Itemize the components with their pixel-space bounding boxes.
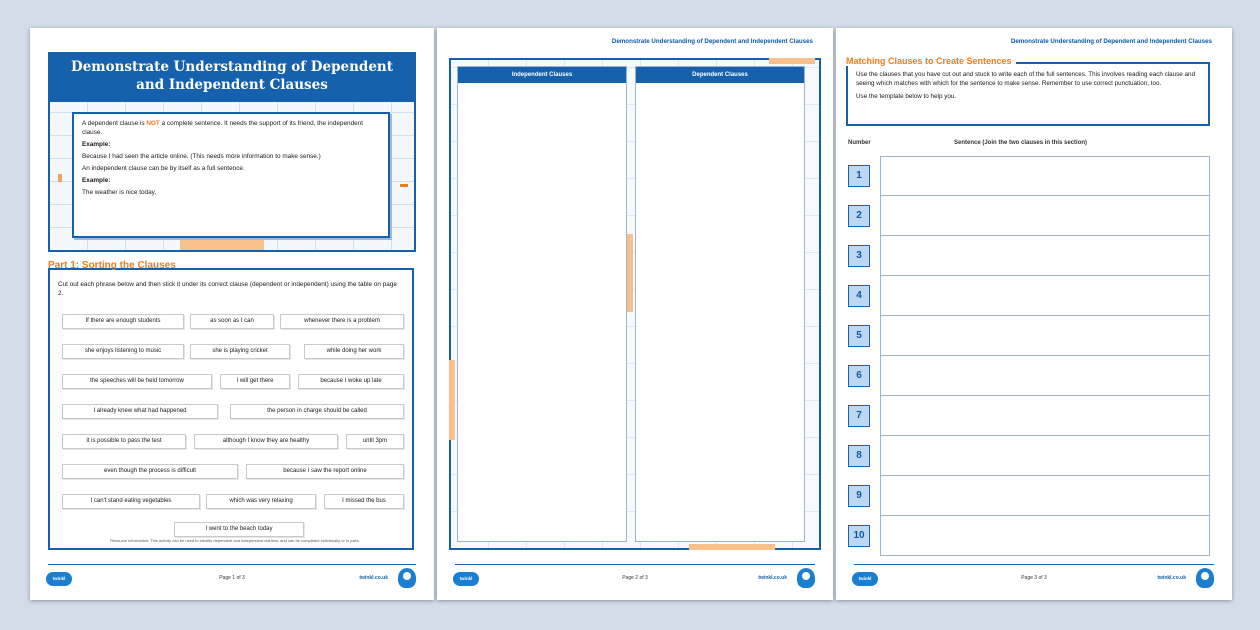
worksheet-page-1	[30, 28, 434, 600]
sentence-cell	[880, 276, 1210, 316]
sentence-cell	[880, 196, 1210, 236]
site-url: twinkl.co.uk	[1157, 575, 1186, 581]
footer-rule	[48, 564, 416, 565]
row-number-badge: 8	[848, 445, 870, 467]
row-number-badge: 3	[848, 245, 870, 267]
page-number: Page 1 of 3	[219, 575, 245, 581]
row-number-badge: 7	[848, 405, 870, 427]
site-url: twinkl.co.uk	[359, 575, 388, 581]
clause-card: the speeches will be held tomorrow	[62, 374, 212, 389]
dependent-header: Dependent Clauses	[636, 67, 804, 83]
sentence-cell	[880, 156, 1210, 196]
independent-definition: An independent clause can be by itself as a full sentence.	[82, 165, 245, 172]
row-number-badge: 4	[848, 285, 870, 307]
row-number-badge: 10	[848, 525, 870, 547]
independent-header: Independent Clauses	[458, 67, 626, 83]
resource-info: Resource information: This activity can be used to identify dependent and independent clauses, and can be completed individually or in pairs.	[110, 538, 360, 543]
clause-card: because I saw the report online	[246, 464, 404, 479]
page-footer	[836, 556, 1232, 600]
number-column-header: Number	[848, 140, 871, 146]
example-label: Example:	[82, 141, 111, 148]
clause-card: even though the process is difficult	[62, 464, 238, 479]
worksheet-title	[48, 52, 416, 102]
publisher-icon	[1196, 568, 1214, 588]
clause-card: it is possible to pass the test	[62, 434, 186, 449]
sorting-table-frame	[449, 58, 821, 550]
example-2: The weather is nice today.	[82, 189, 157, 196]
decor-mark	[769, 58, 815, 64]
sentence-cell	[880, 236, 1210, 276]
dependent-text-end: a complete sentence. It needs the support of its friend, the independent clause.	[82, 120, 364, 136]
twinkl-logo: twinkl	[852, 572, 878, 586]
clause-card: whenever there is a problem	[280, 314, 404, 329]
part-1-heading: Part 1: Sorting the Clauses	[48, 260, 176, 271]
running-head: Demonstrate Understanding of Dependent and Independent Clauses	[1010, 38, 1212, 45]
twinkl-logo: twinkl	[46, 572, 72, 586]
clause-card: the person in charge should be called	[230, 404, 404, 419]
page-footer	[30, 556, 434, 600]
clause-card: I went to the beach today	[174, 522, 304, 537]
decor-mark	[180, 240, 264, 250]
row-number-badge: 5	[848, 325, 870, 347]
row-number-badge: 9	[848, 485, 870, 507]
sentence-cell	[880, 476, 1210, 516]
decor-mark	[689, 544, 775, 550]
sentence-cell	[880, 436, 1210, 476]
sentence-cell	[880, 356, 1210, 396]
decor-mark	[449, 360, 455, 440]
sorting-instructions: Cut out each phrase below and then stick it under its correct clause (dependent or independent) using the table on page 2.	[58, 281, 397, 297]
footer-rule	[455, 564, 815, 565]
site-url: twinkl.co.uk	[758, 575, 787, 581]
matching-heading: Matching Clauses to Create Sentences	[846, 56, 1016, 66]
clause-card: I can't stand eating vegetables	[62, 494, 200, 509]
decor-mark	[400, 184, 408, 187]
clause-card: because I woke up late	[298, 374, 404, 389]
clause-card: she enjoys listening to music	[62, 344, 184, 359]
worksheet-page-2	[437, 28, 833, 600]
not-emphasis: NOT	[146, 120, 160, 127]
matching-instructions-box	[846, 62, 1210, 126]
running-head: Demonstrate Understanding of Dependent and Independent Clauses	[611, 38, 813, 45]
clause-card: I will get there	[220, 374, 290, 389]
worksheet-page-3	[836, 28, 1232, 600]
page-number: Page 3 of 3	[1021, 575, 1047, 581]
clause-card: although I know they are healthy	[194, 434, 338, 449]
publisher-icon	[398, 568, 416, 588]
footer-rule	[854, 564, 1214, 565]
clause-card: which was very relaxing	[206, 494, 316, 509]
independent-column	[457, 66, 627, 542]
decor-mark	[627, 234, 633, 312]
clause-card: I missed the bus	[324, 494, 404, 509]
page-footer	[437, 556, 833, 600]
sentence-cell	[880, 316, 1210, 356]
dependent-definition	[82, 119, 380, 137]
sentence-cell	[880, 396, 1210, 436]
publisher-icon	[797, 568, 815, 588]
decor-mark	[58, 174, 62, 182]
page-number: Page 2 of 3	[622, 575, 648, 581]
twinkl-logo: twinkl	[453, 572, 479, 586]
template-hint: Use the template below to help you.	[856, 93, 957, 100]
sorting-section	[48, 268, 414, 550]
clause-card: while doing her work	[304, 344, 404, 359]
title-line-1: Demonstrate Understanding of Dependent	[70, 59, 393, 75]
example-label-2: Example:	[82, 177, 111, 184]
dependent-text: A dependent clause is	[82, 120, 147, 127]
clause-card: until 3pm	[346, 434, 404, 449]
row-number-badge: 2	[848, 205, 870, 227]
dependent-column	[635, 66, 805, 542]
matching-instructions: Use the clauses that you have cut out and stuck to write each of the full sentences. This involves reading each clause and seeing which matches with which for the sentence to make sense. Remember to use correct punctuation, too.	[856, 71, 1196, 87]
title-line-2: and Independent Clauses	[136, 77, 328, 93]
sentence-column-header: Sentence (Join the two clauses in this section)	[954, 140, 1088, 146]
clause-card: I already knew what had happened	[62, 404, 218, 419]
sentence-cell	[880, 516, 1210, 556]
definition-box	[72, 112, 390, 238]
row-number-badge: 1	[848, 165, 870, 187]
row-number-badge: 6	[848, 365, 870, 387]
example-1: Because I had seen the article online. (This needs more information to make sense.)	[82, 153, 321, 160]
clause-card: If there are enough students	[62, 314, 184, 329]
clause-card: as soon as I can	[190, 314, 274, 329]
clause-card: she is playing cricket	[190, 344, 290, 359]
